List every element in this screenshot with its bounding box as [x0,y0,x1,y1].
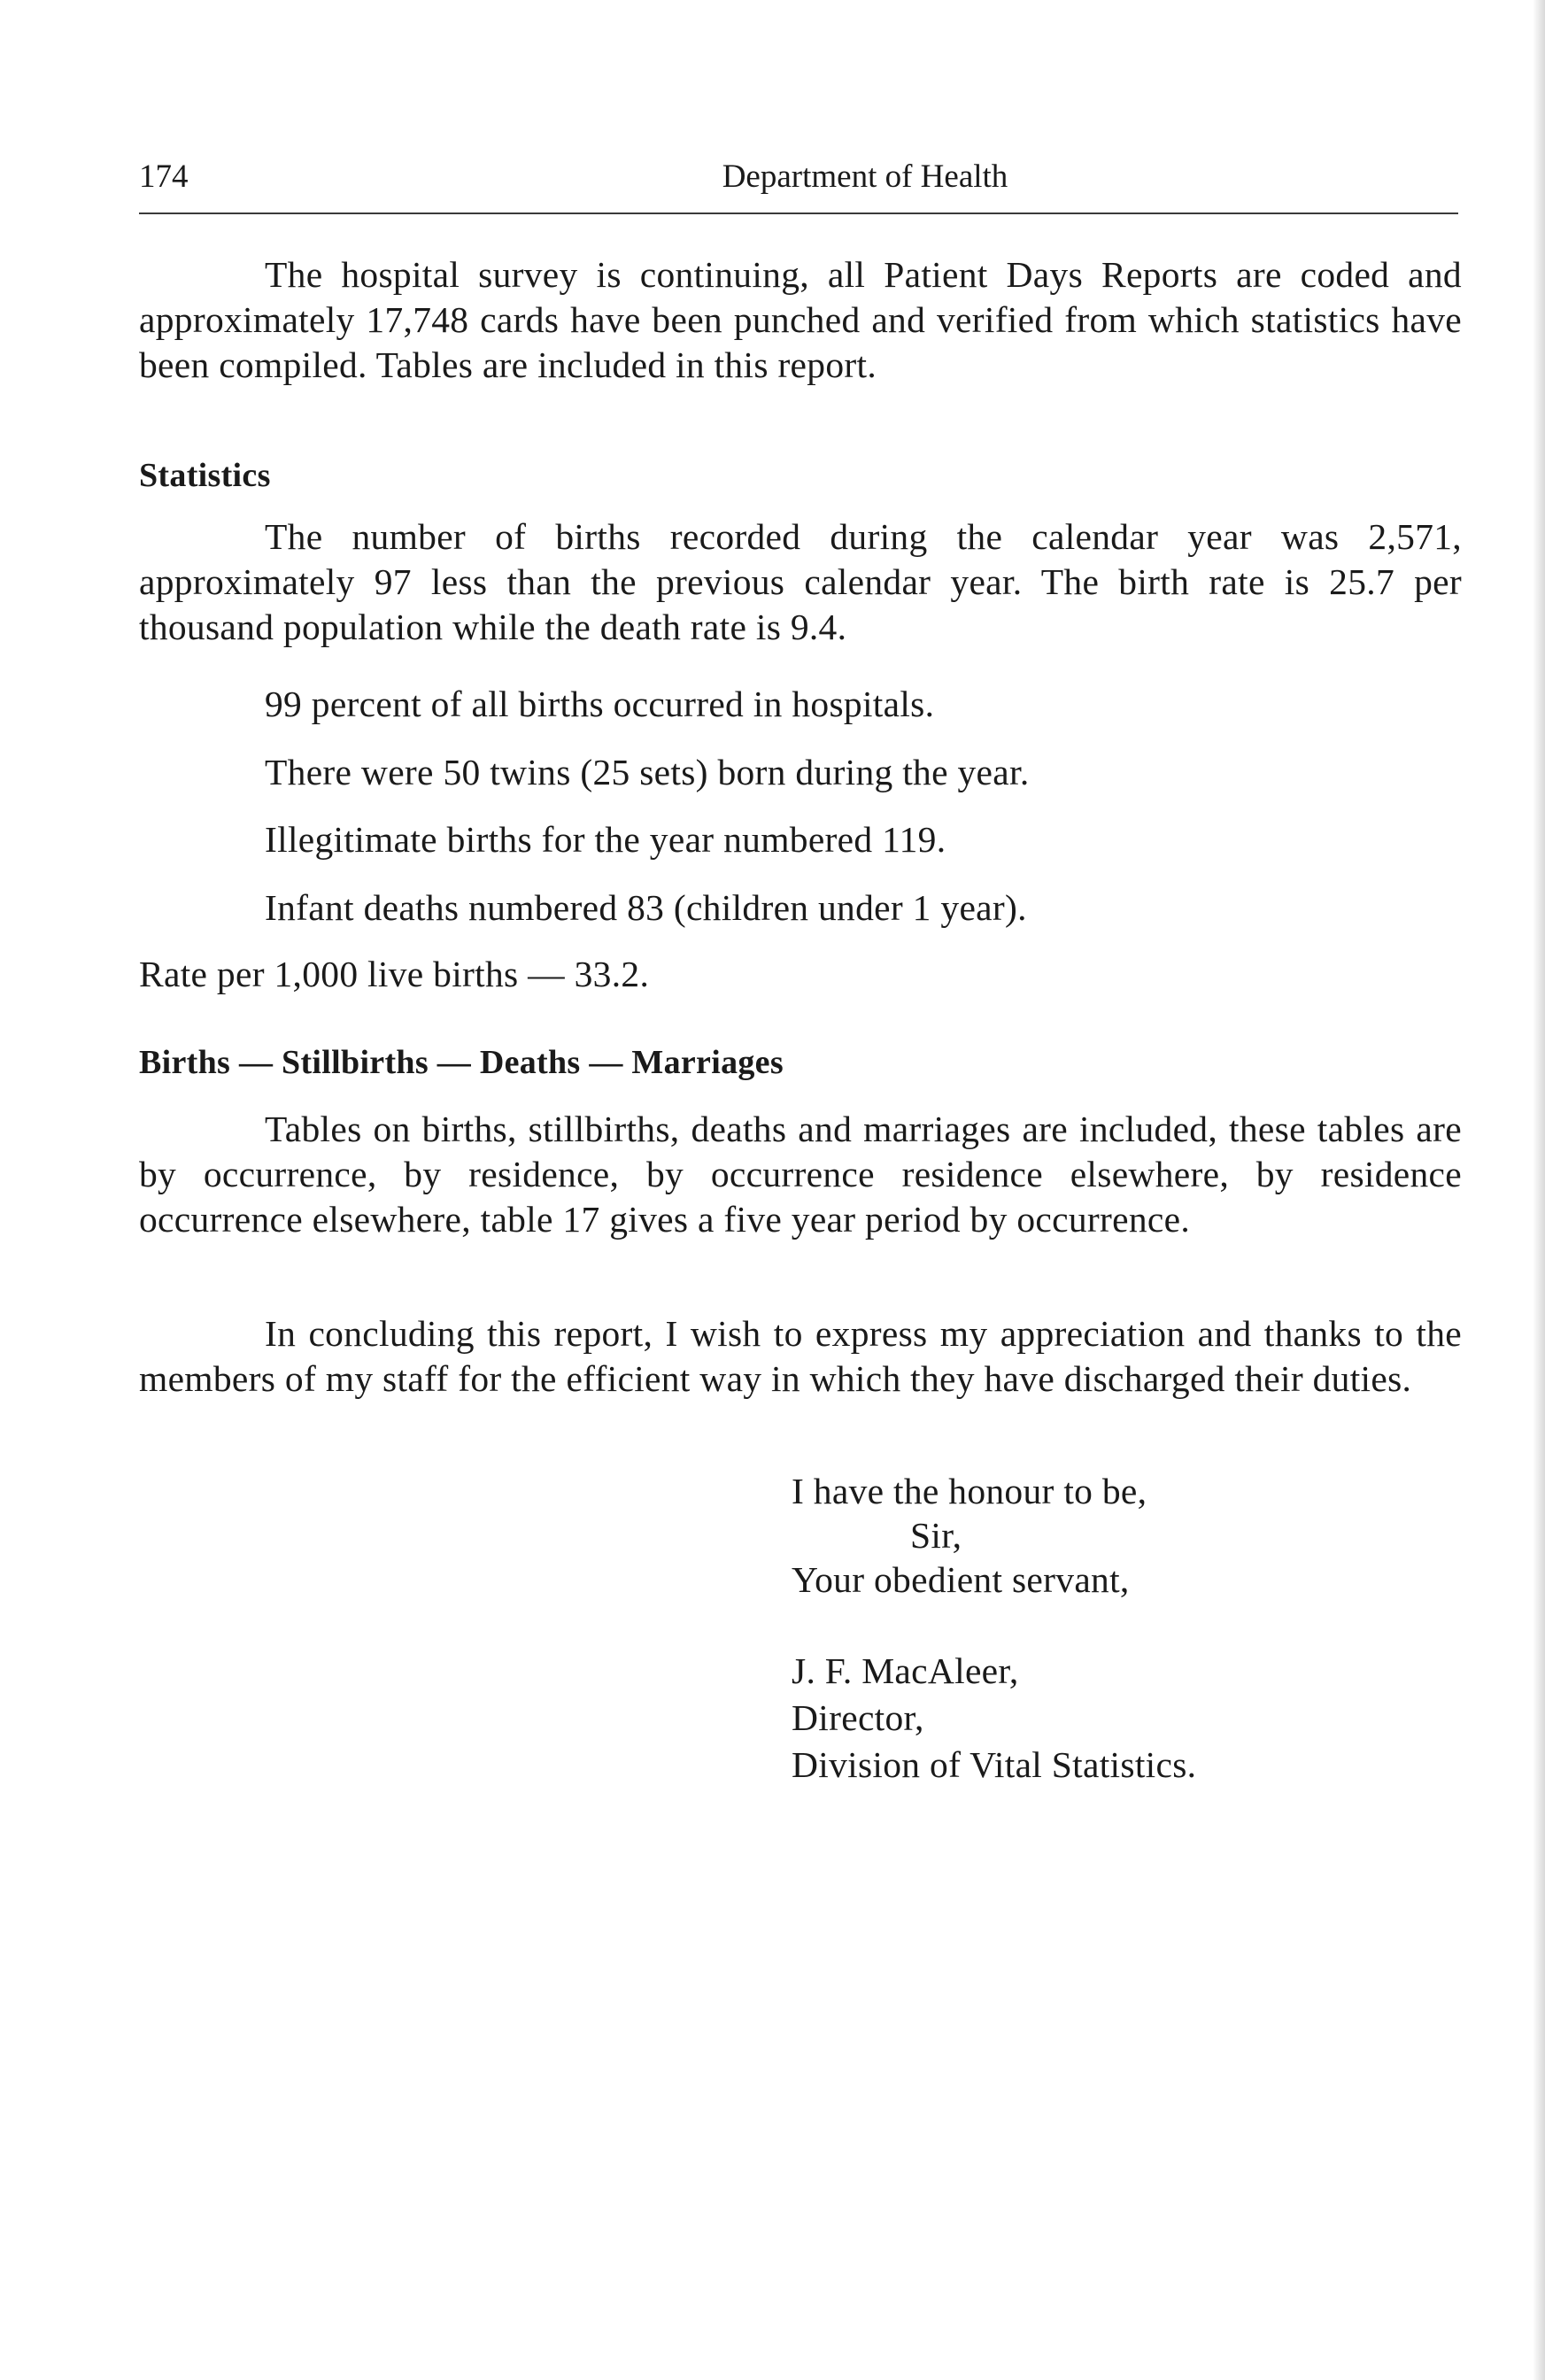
statistics-heading: Statistics [139,457,271,494]
signature-name: J. F. MacAleer, [792,1650,1019,1691]
concluding-paragraph: In concluding this report, I wish to express my appreciation and thanks to the members of my staff for the efficient way in which they have discharged their duties. [139,1313,1462,1399]
tables-included-paragraph: Tables on births, stillbirths, deaths and marriages are included, these tables are by occurrence, by residence, by occurrence residence elsewhere, by residence occurrence elsewhere, table 17 gives a five year period by occurrence. [139,1109,1462,1240]
hospital-survey-paragraph: The hospital survey is continuing, all Patient Days Reports are coded and approximately 17,748 cards have been punched and verified from which statistics have been compiled. Tables are included in this report. [139,254,1462,385]
closing-line-3: Your obedient servant, [792,1559,1130,1600]
page-header [139,151,1458,204]
infant-deaths-line: Infant deaths numbered 83 (children under 1 year). [265,887,1027,928]
births-recorded-paragraph: The number of births recorded during the calendar year was 2,571, approximately 97 less than the previous calendar year. The birth rate is 25.7 per thousand population while the death rate is 9.4. [139,516,1462,647]
twins-line: There were 50 twins (25 sets) born during the year. [265,752,1030,792]
closing-line-1: I have the honour to be, [792,1471,1147,1511]
hospital-births-line: 99 percent of all births occurred in hospitals. [265,684,935,724]
signature-title: Director, [792,1697,924,1738]
running-head: Department of Health [722,158,1008,195]
page-number: 174 [139,158,189,195]
page-edge-shadow [1533,0,1545,2380]
signature-division: Division of Vital Statistics. [792,1744,1197,1785]
tables-heading: Births — Stillbirths — Deaths — Marriages [139,1044,784,1081]
illegitimate-births-line: Illegitimate births for the year numbered 119. [265,819,946,860]
rate-line: Rate per 1,000 live births — 33.2. [139,954,650,994]
header-rule [139,212,1458,214]
closing-salutation: Sir, [910,1515,962,1556]
